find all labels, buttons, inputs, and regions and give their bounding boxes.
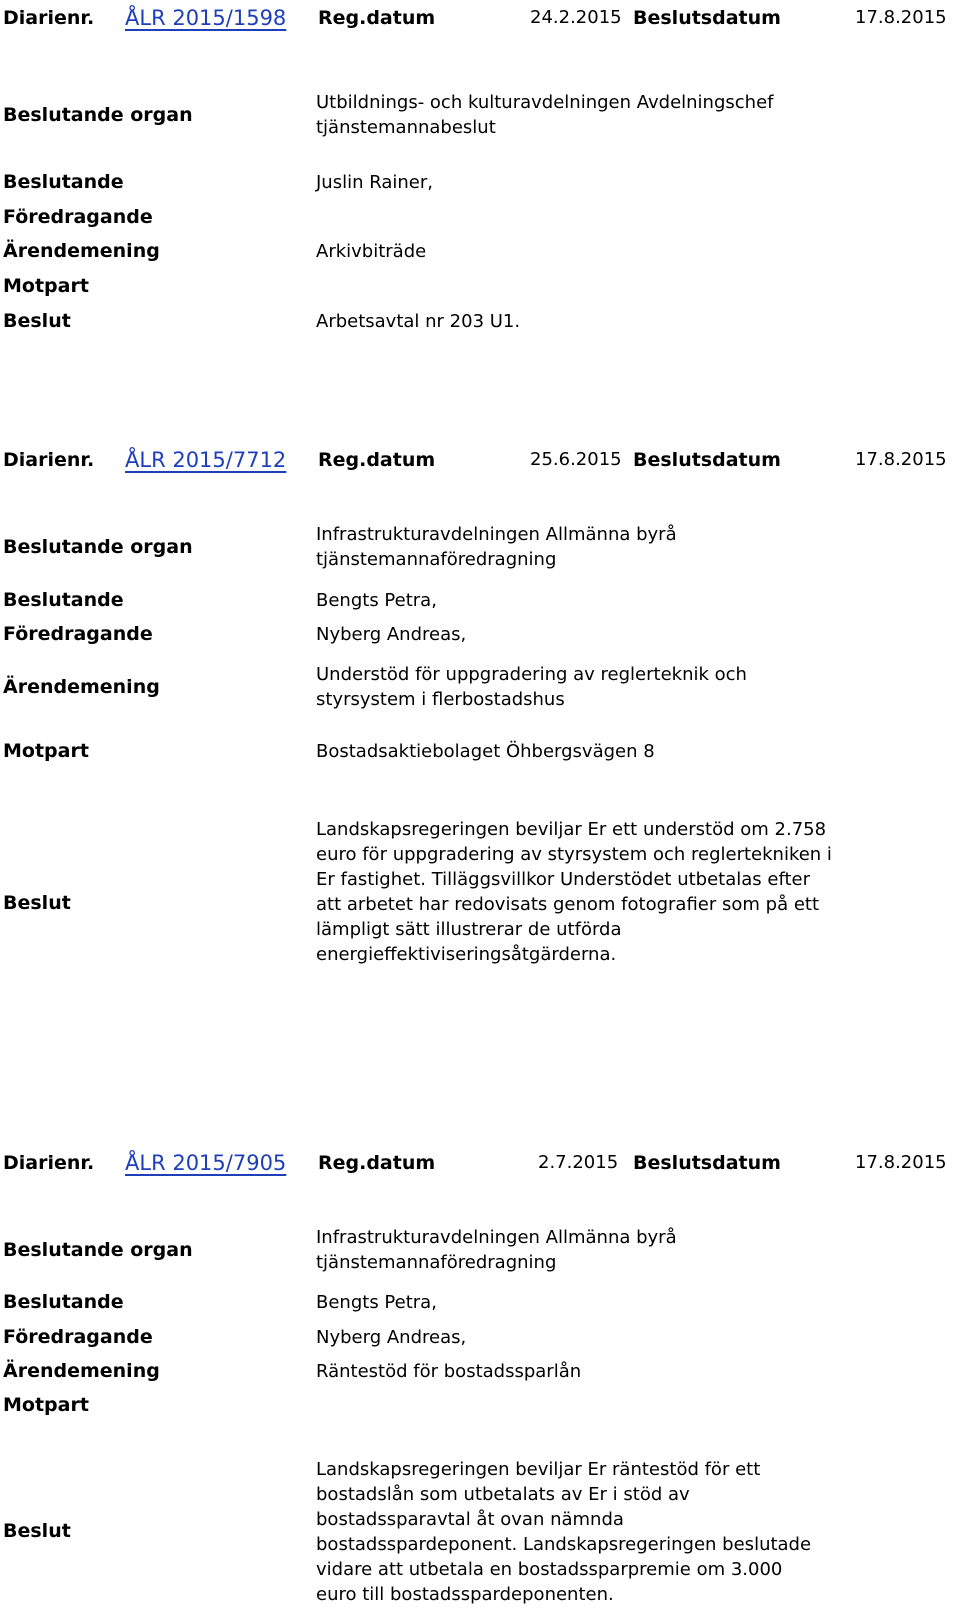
beslutsdatum-label: Beslutsdatum xyxy=(633,7,781,29)
beslut-label: Beslut xyxy=(3,1520,71,1542)
beslutande-organ-label: Beslutande organ xyxy=(3,536,193,558)
beslutsdatum-value: 17.8.2015 xyxy=(855,7,947,28)
beslutande-value: Bengts Petra, xyxy=(316,590,437,611)
regdatum-label: Reg.datum xyxy=(318,7,436,29)
beslutande-organ-label: Beslutande organ xyxy=(3,104,193,126)
beslutande-label: Beslutande xyxy=(3,171,124,193)
motpart-label: Motpart xyxy=(3,275,89,297)
beslutande-value: Bengts Petra, xyxy=(316,1292,437,1313)
beslut-value: Landskapsregeringen beviljar Er räntestöd för ett bostadslån som utbetalats av Er i stöd av bostadssparavtal åt ovan nämnda bostadsspardeponent. Landskapsregeringen beslutade vidare att utbetala en bostadssparpremie om 3.000 euro till bostadsspardeponenten. xyxy=(316,1459,812,1605)
beslutande-value: Juslin Rainer, xyxy=(316,172,433,193)
regdatum-label: Reg.datum xyxy=(318,1152,436,1174)
beslut-value: Landskapsregeringen beviljar Er ett understöd om 2.758 euro för uppgradering av styrsystem och reglertekniken i Er fastighet. Tilläggsvillkor Understödet utbetalas efter att arbetet har redovisats genom fotografier som på ett lämpligt sätt illustrerar de utförda energieffektiviseringsåtgärderna. xyxy=(316,819,832,965)
beslut-value: Arbetsavtal nr 203 U1. xyxy=(316,311,521,332)
arendemening-value: Understöd för uppgradering av reglerteknik och styrsystem i flerbostadshus xyxy=(316,664,747,710)
diarienr-label: Diarienr. xyxy=(3,449,95,471)
beslut-label: Beslut xyxy=(3,892,71,914)
arendemening-label: Ärendemening xyxy=(3,676,160,698)
foredragande-label: Föredragande xyxy=(3,623,153,645)
foredragande-label: Föredragande xyxy=(3,206,153,228)
regdatum-value: 2.7.2015 xyxy=(538,1152,619,1173)
diarienr-label: Diarienr. xyxy=(3,1152,95,1174)
arendemening-label: Ärendemening xyxy=(3,1360,160,1382)
beslutande-label: Beslutande xyxy=(3,589,124,611)
diarienr-link[interactable]: ÅLR 2015/1598 xyxy=(125,6,287,30)
arendemening-value: Räntestöd för bostadssparlån xyxy=(316,1361,582,1382)
beslut-label: Beslut xyxy=(3,310,71,332)
diarienr-link[interactable]: ÅLR 2015/7905 xyxy=(125,1151,287,1175)
regdatum-value: 24.2.2015 xyxy=(530,7,622,28)
diarienr-link[interactable]: ÅLR 2015/7712 xyxy=(125,448,287,472)
beslutsdatum-label: Beslutsdatum xyxy=(633,1152,781,1174)
motpart-label: Motpart xyxy=(3,1394,89,1416)
regdatum-value: 25.6.2015 xyxy=(530,449,622,470)
beslutsdatum-value: 17.8.2015 xyxy=(855,1152,947,1173)
beslutande-organ-value: Utbildnings- och kulturavdelningen Avdelningschef tjänstemannabeslut xyxy=(316,92,774,138)
beslutsdatum-label: Beslutsdatum xyxy=(633,449,781,471)
beslutande-organ-value: Infrastrukturavdelningen Allmänna byrå tjänstemannaföredragning xyxy=(316,1227,677,1273)
motpart-value: Bostadsaktiebolaget Öhbergsvägen 8 xyxy=(316,741,655,762)
foredragande-value: Nyberg Andreas, xyxy=(316,624,467,645)
beslutande-organ-label: Beslutande organ xyxy=(3,1239,193,1261)
beslutande-label: Beslutande xyxy=(3,1291,124,1313)
beslutande-organ-value: Infrastrukturavdelningen Allmänna byrå tjänstemannaföredragning xyxy=(316,524,677,570)
arendemening-value: Arkivbiträde xyxy=(316,241,427,262)
diarienr-label: Diarienr. xyxy=(3,7,95,29)
beslutsdatum-value: 17.8.2015 xyxy=(855,449,947,470)
regdatum-label: Reg.datum xyxy=(318,449,436,471)
foredragande-value: Nyberg Andreas, xyxy=(316,1327,467,1348)
arendemening-label: Ärendemening xyxy=(3,240,160,262)
motpart-label: Motpart xyxy=(3,740,89,762)
foredragande-label: Föredragande xyxy=(3,1326,153,1348)
